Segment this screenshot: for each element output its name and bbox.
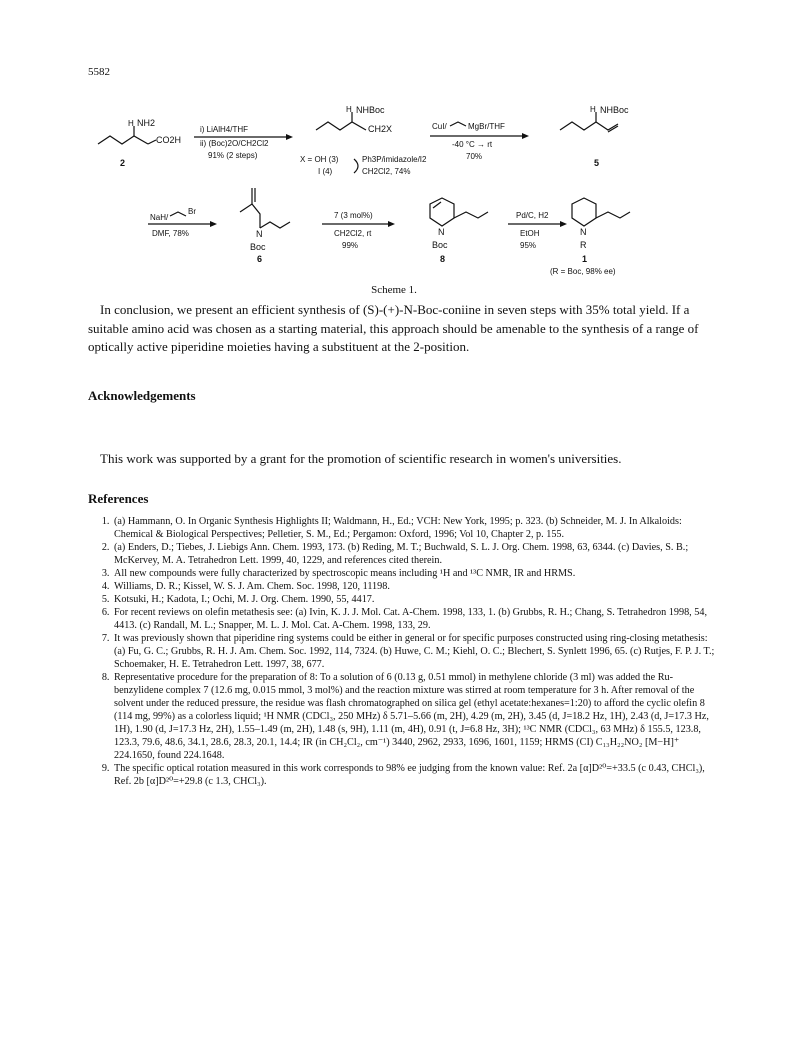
- compound-6-n: N: [256, 229, 263, 239]
- page-number: 5582: [88, 66, 110, 78]
- step-5-arrow: [508, 211, 567, 250]
- compound-6-boc: Boc: [250, 242, 266, 252]
- acknowledgements-heading: Acknowledgements: [88, 388, 196, 403]
- reaction-scheme: [90, 96, 680, 286]
- compound-1-n: N: [580, 227, 587, 237]
- step-4-catalyst: 7 (3 mol%): [334, 211, 373, 220]
- step-2-yield: 70%: [466, 152, 483, 161]
- step-1-reagent-b: ii) (Boc)2O/CH2Cl2: [200, 139, 269, 148]
- reference-5: 5. Kotsuki, H.; Kadota, I.; Ochi, M. J. Org. Chem. 1990, 55, 4417.: [112, 593, 716, 606]
- compound-2-label: 2: [120, 158, 126, 168]
- intermediate-h: H: [346, 105, 352, 114]
- reference-3: 3. All new compounds were fully characterized by spectroscopic means including ¹H and ¹³C NMR, IR and HRMS.: [112, 567, 716, 580]
- intermediate-x-oh: X = OH (3): [300, 155, 339, 164]
- step-4-arrow: [322, 211, 395, 250]
- step-2-arrow: [430, 122, 529, 161]
- step-5-yield: 95%: [520, 241, 537, 250]
- intermediate-conditions: Ph3P/imidazole/I2: [362, 155, 427, 164]
- compound-5-label: 5: [594, 158, 600, 168]
- intermediate-ch2x: CH2X: [368, 124, 393, 134]
- compound-2-nh2: NH2: [137, 118, 156, 128]
- compound-1-structure: [550, 198, 630, 276]
- intermediate-structure: [300, 105, 427, 176]
- step-2-reagent: CuI/: [432, 122, 447, 131]
- step-2-temp: -40 °C → rt: [452, 140, 493, 149]
- step-5-reagent: Pd/C, H2: [516, 211, 549, 220]
- compound-1-r: R: [580, 240, 587, 250]
- step-4-yield: 99%: [342, 241, 359, 250]
- compound-2-structure: [98, 118, 181, 168]
- step-4-solvent: CH2Cl2, rt: [334, 229, 372, 238]
- step-3-br: Br: [188, 207, 196, 216]
- compound-8-label: 8: [440, 254, 446, 264]
- step-3-arrow: [148, 207, 217, 238]
- compound-5-structure: [560, 105, 629, 168]
- reference-4: 4. Williams, D. R.; Kissel, W. S. J. Am. Chem. Soc. 1998, 120, 11198.: [112, 580, 716, 593]
- reference-2: 2. (a) Enders, D.; Tiebes, J. Liebigs Ann. Chem. 1993, 173. (b) Reding, M. T.; Buchwald, S. L. J. Org. Chem. 1998, 63, 6344. (c) Davies, S. B.; McKervey, M. A. Tetrahedron Lett. 1999, 40, 1229, and references cited therein.: [112, 541, 716, 567]
- reference-7: 7. It was previously shown that piperidine ring systems could be either in general or for specific purposes constructed using ring-closing metathesis: (a) Fu, G. C.; Grubbs, R. H. J. Am. Chem. Soc. 1992, 114, 7324. (b) Huwe, C. M.; Kiehl, O. C.; Blechert, S. Synlett 1996, 65. (c) Rutjes, F. P. J. T.; Schoemaker, H. E. Tetrahedron Lett. 1997, 38, 677.: [112, 632, 716, 671]
- intermediate-solvent-yield: CH2Cl2, 74%: [362, 167, 411, 176]
- references-heading: References: [88, 491, 149, 506]
- compound-8-structure: [430, 198, 488, 264]
- compound-2-h: H: [128, 119, 134, 128]
- step-1-arrow: [194, 125, 293, 160]
- references-list: [100, 515, 716, 788]
- reference-1: 1. (a) Hammann, O. In Organic Synthesis Highlights II; Waldmann, H., Ed.; VCH: New York, 1995; p. 323. (b) Schneider, M. J. In Alkaloids: Chemical & Biological Perspectives; Pelletier, S. M., Ed.; Pergamon: Oxford, 1996; Vol 10, Chapter 2, p. 155.: [112, 515, 716, 541]
- step-3-solvent-yield: DMF, 78%: [152, 229, 189, 238]
- intermediate-x-i: I (4): [318, 167, 333, 176]
- compound-6-structure: [240, 188, 290, 264]
- acknowledgements-text: This work was supported by a grant for the promotion of scientific research in women's universities.: [100, 451, 622, 466]
- intermediate-nhboc: NHBoc: [356, 105, 385, 115]
- compound-8-n: N: [438, 227, 445, 237]
- compound-5-nhboc: NHBoc: [600, 105, 629, 115]
- reference-6: 6. For recent reviews on olefin metathesis see: (a) Ivin, K. J. J. Mol. Cat. A-Chem. 1998, 133, 1. (b) Grubbs, R. H.; Chang, S. Tetrahedron 1998, 54, 4413. (c) Randall, M. L.; Snapper, M. L. J. Mol. Cat. A-Chem. 1998, 133, 29.: [112, 606, 716, 632]
- step-2-grignard: MgBr/THF: [468, 122, 505, 131]
- scheme-caption: Scheme 1.: [371, 284, 417, 296]
- step-1-reagent-a: i) LiAlH4/THF: [200, 125, 249, 134]
- step-3-reagent: NaH/: [150, 213, 169, 222]
- reference-9: 9. The specific optical rotation measured in this work corresponds to 98% ee judging from the known value: Ref. 2a [α]D²⁰=+33.5 (c 0.43, CHCl₃), Ref. 2b [α]D²⁰=+29.8 (c 1.3, CHCl₃).: [112, 762, 716, 788]
- compound-1-label: 1: [582, 254, 588, 264]
- conclusion-paragraph: In conclusion, we present an efficient synthesis of (S)-(+)-N-Boc-coniine in seven steps with 35% total yield. If a suitable amino acid was chosen as a starting material, this approach should be amenable to the synthesis of a range of optically active piperidine moieties having a substituent at the 2-position.: [88, 302, 699, 354]
- reference-8: 8. Representative procedure for the preparation of 8: To a solution of 6 (0.13 g, 0.51 mmol) in methylene chloride (3 ml) was added the Ru-benzylidene complex 7 (12.6 mg, 0.015 mmol, 3 mol%) and the reaction mixture was stirred at room temperature for 3 h. After removal of the solvent under the reduced pressure, the residue was flash chromatographed on silica gel (ethyl acetate:hexanes=1:20) to afford the cyclic olefin 8 (114 mg, 99%) as a colorless liquid; ¹H NMR (CDCl₃, 250 MHz) δ 5.71–5.66 (m, 2H), 4.29 (m, 2H), 3.45 (d, J=18.2 Hz, 1H), 2.43 (d, J=17.3 Hz, 1H), 1.90 (d, J=17.3 Hz, 2H), 1.55–1.49 (m, 2H), 1.48 (s, 9H), 1.11 (m, 4H), 0.91 (t, J=6.8 Hz, 3H); ¹³C NMR (CDCl₃, 63 MHz) δ 155.5, 123.8, 123.3, 79.6, 48.6, 34.1, 28.6, 28.3, 20.1, 14.4; IR (in CH₂Cl₂, cm⁻¹) 3440, 2962, 2933, 1696, 1601, 1159; HRMS (CI) C₁₃H₂₂NO₂ [M−H]⁺ 224.1650, found 224.1648.: [112, 671, 716, 762]
- compound-5-h: H: [590, 105, 596, 114]
- step-5-solvent: EtOH: [520, 229, 540, 238]
- compound-6-label: 6: [257, 254, 263, 264]
- compound-2-co2h: CO2H: [156, 135, 182, 145]
- compound-1-note: (R = Boc, 98% ee): [550, 267, 616, 276]
- compound-8-boc: Boc: [432, 240, 448, 250]
- step-1-yield: 91% (2 steps): [208, 151, 258, 160]
